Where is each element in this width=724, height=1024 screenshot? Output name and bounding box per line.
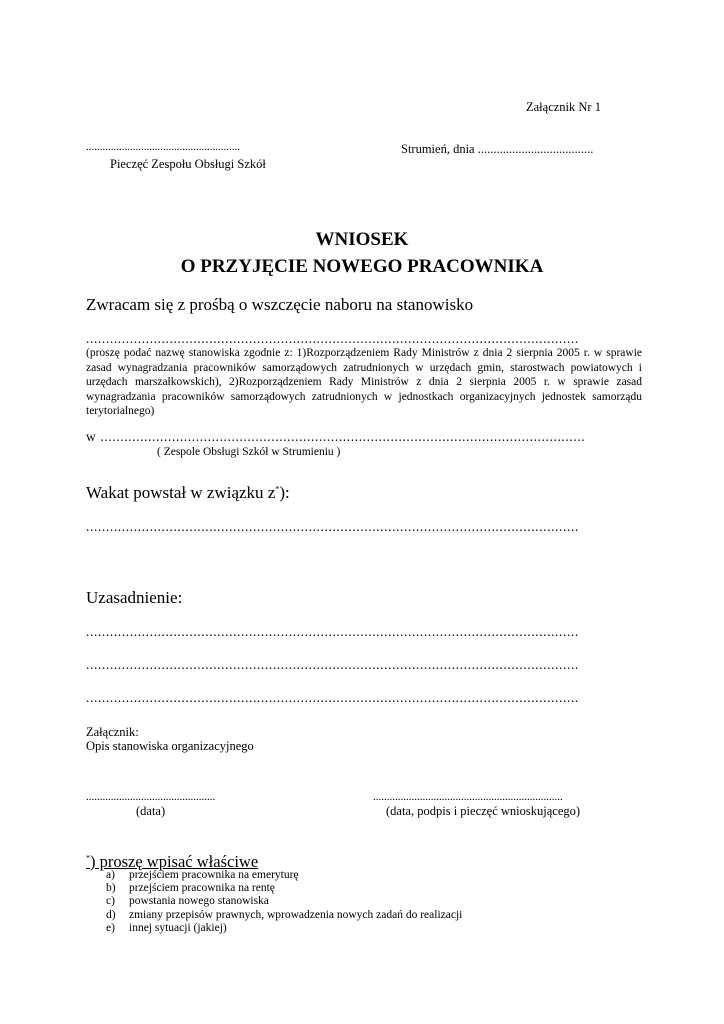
- list-item-text: przejściem pracownika na emeryturę: [129, 869, 299, 881]
- place-date: Strumień, dnia .....................................: [401, 142, 594, 156]
- reasons-list: [106, 869, 462, 935]
- list-marker: e): [106, 921, 115, 934]
- list-item-text: zmiany przepisów prawnych, wprowadzenia nowych zadań do realizacji: [129, 908, 463, 921]
- document-title-line2: O PRZYJĘCIE NOWEGO PRACOWNIKA: [180, 256, 544, 277]
- list-item-text: innej sytuacji (jakiej): [129, 921, 227, 934]
- list-item: [106, 922, 462, 935]
- vacancy-label: [86, 483, 290, 503]
- stamp-label: Pieczęć Zespołu Obsługi Szkół: [110, 157, 266, 171]
- vacancy-dots: ............................................................................................................................: [86, 519, 579, 534]
- list-item: [106, 869, 462, 882]
- workplace-line: w ..........................................................................................................................: [86, 429, 586, 444]
- list-item-text: powstania nowego stanowiska: [129, 895, 269, 908]
- signature-dots: .....................................................................: [373, 791, 563, 803]
- justification-label: Uzasadnienie:: [86, 588, 183, 607]
- vacancy-label-end: ):: [279, 483, 290, 502]
- vacancy-label-text: Wakat powstał w związku z: [86, 483, 276, 502]
- stamp-dots: ........................................................: [86, 141, 240, 153]
- list-item-text: przejściem pracownika na rentę: [129, 882, 275, 895]
- list-marker: a): [106, 869, 115, 881]
- list-item: [106, 895, 462, 908]
- date-dots: ...............................................: [86, 791, 216, 803]
- document-title-line1: WNIOSEK: [315, 229, 409, 250]
- request-intro: Zwracam się z prośbą o wszczęcie naboru na stanowisko: [86, 295, 474, 314]
- justification-dots-3: ............................................................................................................................: [86, 690, 579, 705]
- position-dots: ............................................................................................................................: [86, 331, 579, 346]
- attachment-label: Załącznik:: [86, 725, 139, 739]
- justification-dots-1: ............................................................................................................................: [86, 624, 579, 639]
- attachment-number: Załącznik Nr 1: [526, 100, 601, 114]
- attachment-item: Opis stanowiska organizacyjnego: [86, 739, 254, 753]
- list-item: [106, 909, 462, 922]
- footnote-heading-text: ) proszę wpisać właściwe: [90, 852, 259, 871]
- list-marker: b): [106, 882, 116, 895]
- position-note: (proszę podać nazwę stanowiska zgodnie z: 1)Rozporządzeniem Rady Ministrów z dnia 2 sierpnia 2005 r. w sprawie zasad wynagradzania pracowników samorządowych zatrudnionych w urzędach gmin, starostwach powiatowych i urzędach marszałkowskich), 2)Rozporządzeniem Rady Ministrów z dnia 2 sierpnia 2005 r. w sprawie zasad wynagradzania pracowników samorządowych zatrudnionych w jednostkach organizacyjnych jednostek samorządu terytorialnego): [86, 347, 642, 417]
- list-item: [106, 882, 462, 895]
- footnote-marker: *: [86, 853, 90, 863]
- vacancy-footnote-marker: *: [275, 484, 280, 494]
- list-marker: c): [106, 895, 115, 908]
- date-label: (data): [136, 804, 166, 818]
- justification-dots-2: ............................................................................................................................: [86, 657, 579, 672]
- signature-label: (data, podpis i pieczęć wnioskującego): [386, 804, 581, 818]
- workplace-note: ( Zespole Obsługi Szkół w Strumieniu ): [157, 446, 341, 458]
- list-marker: d): [106, 908, 116, 921]
